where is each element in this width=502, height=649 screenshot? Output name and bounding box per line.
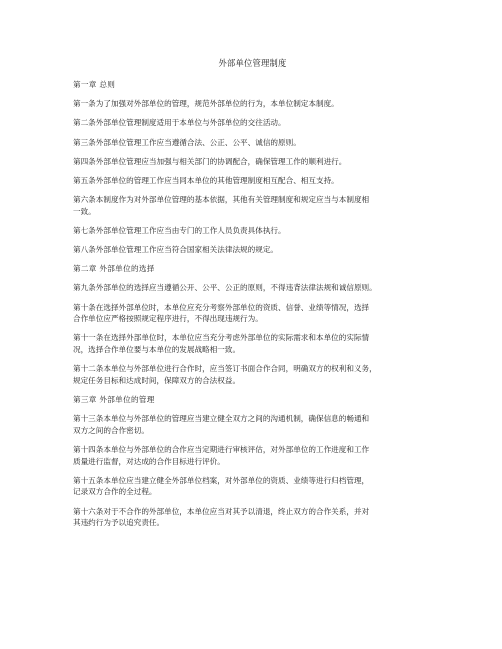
paragraph-line: 第五条外部单位的管理工作应当同本单位的其他管理制度相互配合、相互支持。 — [73, 175, 339, 185]
paragraph-line: 合作单位应严格按照规定程序进行，不得出现违规行为。 — [73, 314, 263, 324]
article-paragraph — [73, 363, 432, 386]
paragraph-line: 第七条外部单位管理工作应当由专门的工作人员负责具体执行。 — [73, 225, 286, 235]
paragraph-line: 第十四条本单位与外部单位的合作应当定期进行审核评估，对外部单位的工作进度和工作 — [73, 444, 370, 454]
paragraph-line: 第四条外部单位管理应当加强与相关部门的协调配合，确保管理工作的顺利进行。 — [73, 156, 347, 166]
article-paragraph — [73, 302, 432, 325]
paragraph-line: 第十条在选择外部单位时，本单位应充分考察外部单位的资质、信誉、业绩等情况，选择 — [73, 302, 370, 312]
paragraph-line: 质量进行监督，对达成的合作目标进行评价。 — [73, 456, 225, 466]
article-paragraph — [73, 413, 432, 436]
chapter-heading — [73, 394, 432, 406]
paragraph-line: 第六条本制度作为对外部单位管理的基本依据，其他有关管理制度和规定应当与本制度相 — [73, 195, 370, 205]
article-paragraph — [73, 117, 432, 129]
paragraph-line: 第十三条本单位与外部单位的管理应当建立健全双方之间的沟通机制，确保信息的畅通和 — [73, 414, 370, 424]
article-paragraph — [73, 175, 432, 187]
article-paragraph — [73, 332, 432, 355]
paragraph-line: 第一条为了加强对外部单位的管理，规范外部单位的行为，本单位制定本制度。 — [73, 99, 339, 109]
chapter-heading — [73, 263, 432, 275]
paragraph-line: 规定任务目标和达成时间，保障双方的合法权益。 — [73, 375, 241, 385]
article-paragraph — [73, 282, 432, 294]
document-body — [73, 79, 432, 529]
paragraph-line: 第三章 外部单位的管理 — [73, 395, 155, 404]
article-paragraph — [73, 444, 432, 467]
paragraph-line: 第九条外部单位的选择应当遵循公开、公平、公正的原则，不得违背法律法规和诚信原则。 — [73, 283, 377, 293]
article-paragraph — [73, 506, 432, 529]
paragraph-line: 一致。 — [73, 206, 96, 216]
paragraph-line: 第二条外部单位管理制度适用于本单位与外部单位的交往活动。 — [73, 118, 286, 128]
article-paragraph — [73, 98, 432, 110]
paragraph-line: 第一章 总则 — [73, 80, 116, 89]
document-title: 外部单位管理制度 — [218, 58, 287, 68]
article-paragraph — [73, 137, 432, 149]
chapter-heading — [73, 79, 432, 91]
paragraph-line: 记录双方合作的全过程。 — [73, 487, 157, 497]
paragraph-line: 第十一条在选择外部单位时，本单位应当充分考虑外部单位的实际需求和本单位的实际情 — [73, 333, 370, 343]
article-paragraph — [73, 475, 432, 498]
paragraph-line: 第二章 外部单位的选择 — [73, 264, 155, 274]
article-paragraph — [73, 225, 432, 237]
paragraph-line: 第十五条本单位应当建立健全外部单位档案，对外部单位的资质、业绩等进行归档管理， — [73, 475, 370, 485]
paragraph-line: 第十六条对于不合作的外部单位，本单位应当对其予以清退，终止双方的合作关系，并对 — [73, 506, 370, 516]
paragraph-line: 第十二条本单位与外部单位进行合作时，应当签订书面合作合同，明确双方的权利和义务， — [73, 364, 377, 374]
paragraph-line: 第三条外部单位管理工作应当遵循合法、公正、公平、诚信的原则。 — [73, 137, 301, 147]
article-paragraph — [73, 156, 432, 168]
paragraph-line: 双方之间的合作密切。 — [73, 425, 149, 435]
paragraph-line: 第八条外部单位管理工作应当符合国家相关法律法规的规定。 — [73, 245, 279, 255]
paragraph-line: 其违约行为予以追究责任。 — [73, 518, 165, 528]
article-paragraph — [73, 194, 432, 217]
article-paragraph — [73, 244, 432, 256]
paragraph-line: 况，选择合作单位要与本单位的发展战略相一致。 — [73, 345, 241, 355]
